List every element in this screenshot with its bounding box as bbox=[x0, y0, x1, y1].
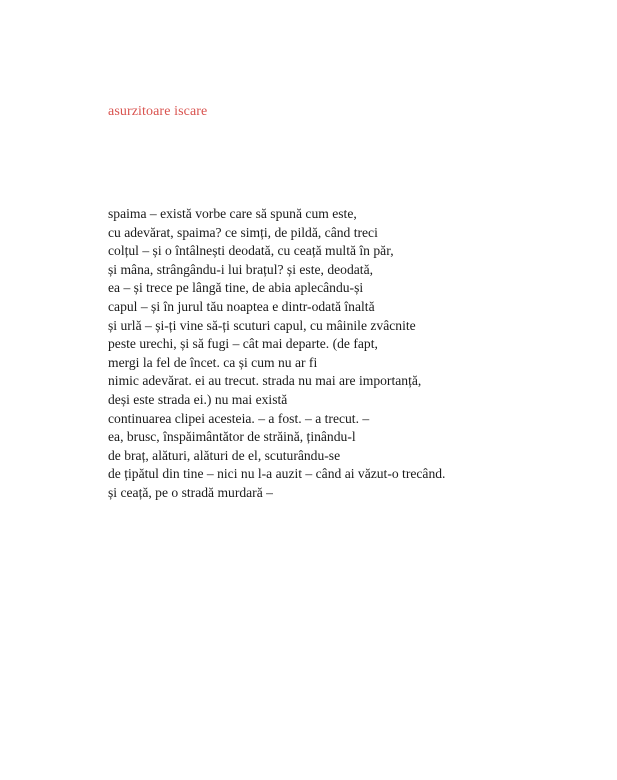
poem-line: și urlă – și-ți vine să-ți scuturi capul, cu mâinile zvâcnite bbox=[108, 317, 416, 333]
poem-line: de țipătul din tine – nici nu l-a auzit – când ai văzut-o trecând. bbox=[108, 466, 446, 482]
poem-line: cu adevărat, spaima? ce simți, de pildă, când treci bbox=[108, 224, 378, 240]
poem-line: deși este strada ei.) nu mai există bbox=[108, 391, 288, 407]
poem-line: capul – și în jurul tău noaptea e dintr-odată înaltă bbox=[108, 298, 375, 314]
poem-title: asurzitoare iscare bbox=[108, 104, 208, 119]
poem-line: nimic adevărat. ei au trecut. strada nu mai are importanță, bbox=[108, 373, 422, 389]
poem-line: colțul – și o întâlnești deodată, cu ceață multă în păr, bbox=[108, 243, 394, 259]
poem-line: peste urechi, și să fugi – cât mai departe. (de fapt, bbox=[108, 336, 378, 352]
poem-line: continuarea clipei acesteia. – a fost. – a trecut. – bbox=[108, 410, 370, 426]
poem-line: și ceață, pe o stradă murdară – bbox=[108, 484, 273, 500]
poem-line: de braț, alături, alături de el, scuturându-se bbox=[108, 447, 341, 463]
poem-line: ea, brusc, înspăimântător de străină, ținându-l bbox=[108, 429, 356, 445]
poem-line: spaima – există vorbe care să spună cum este, bbox=[108, 206, 357, 221]
poem-line: ea – și trece pe lângă tine, de abia aplecându-și bbox=[108, 280, 364, 296]
poem-body bbox=[108, 205, 445, 503]
poem-line: și mâna, strângându-i lui brațul? și este, deodată, bbox=[108, 261, 373, 277]
poem-line: mergi la fel de încet. ca și cum nu ar fi bbox=[108, 354, 318, 370]
